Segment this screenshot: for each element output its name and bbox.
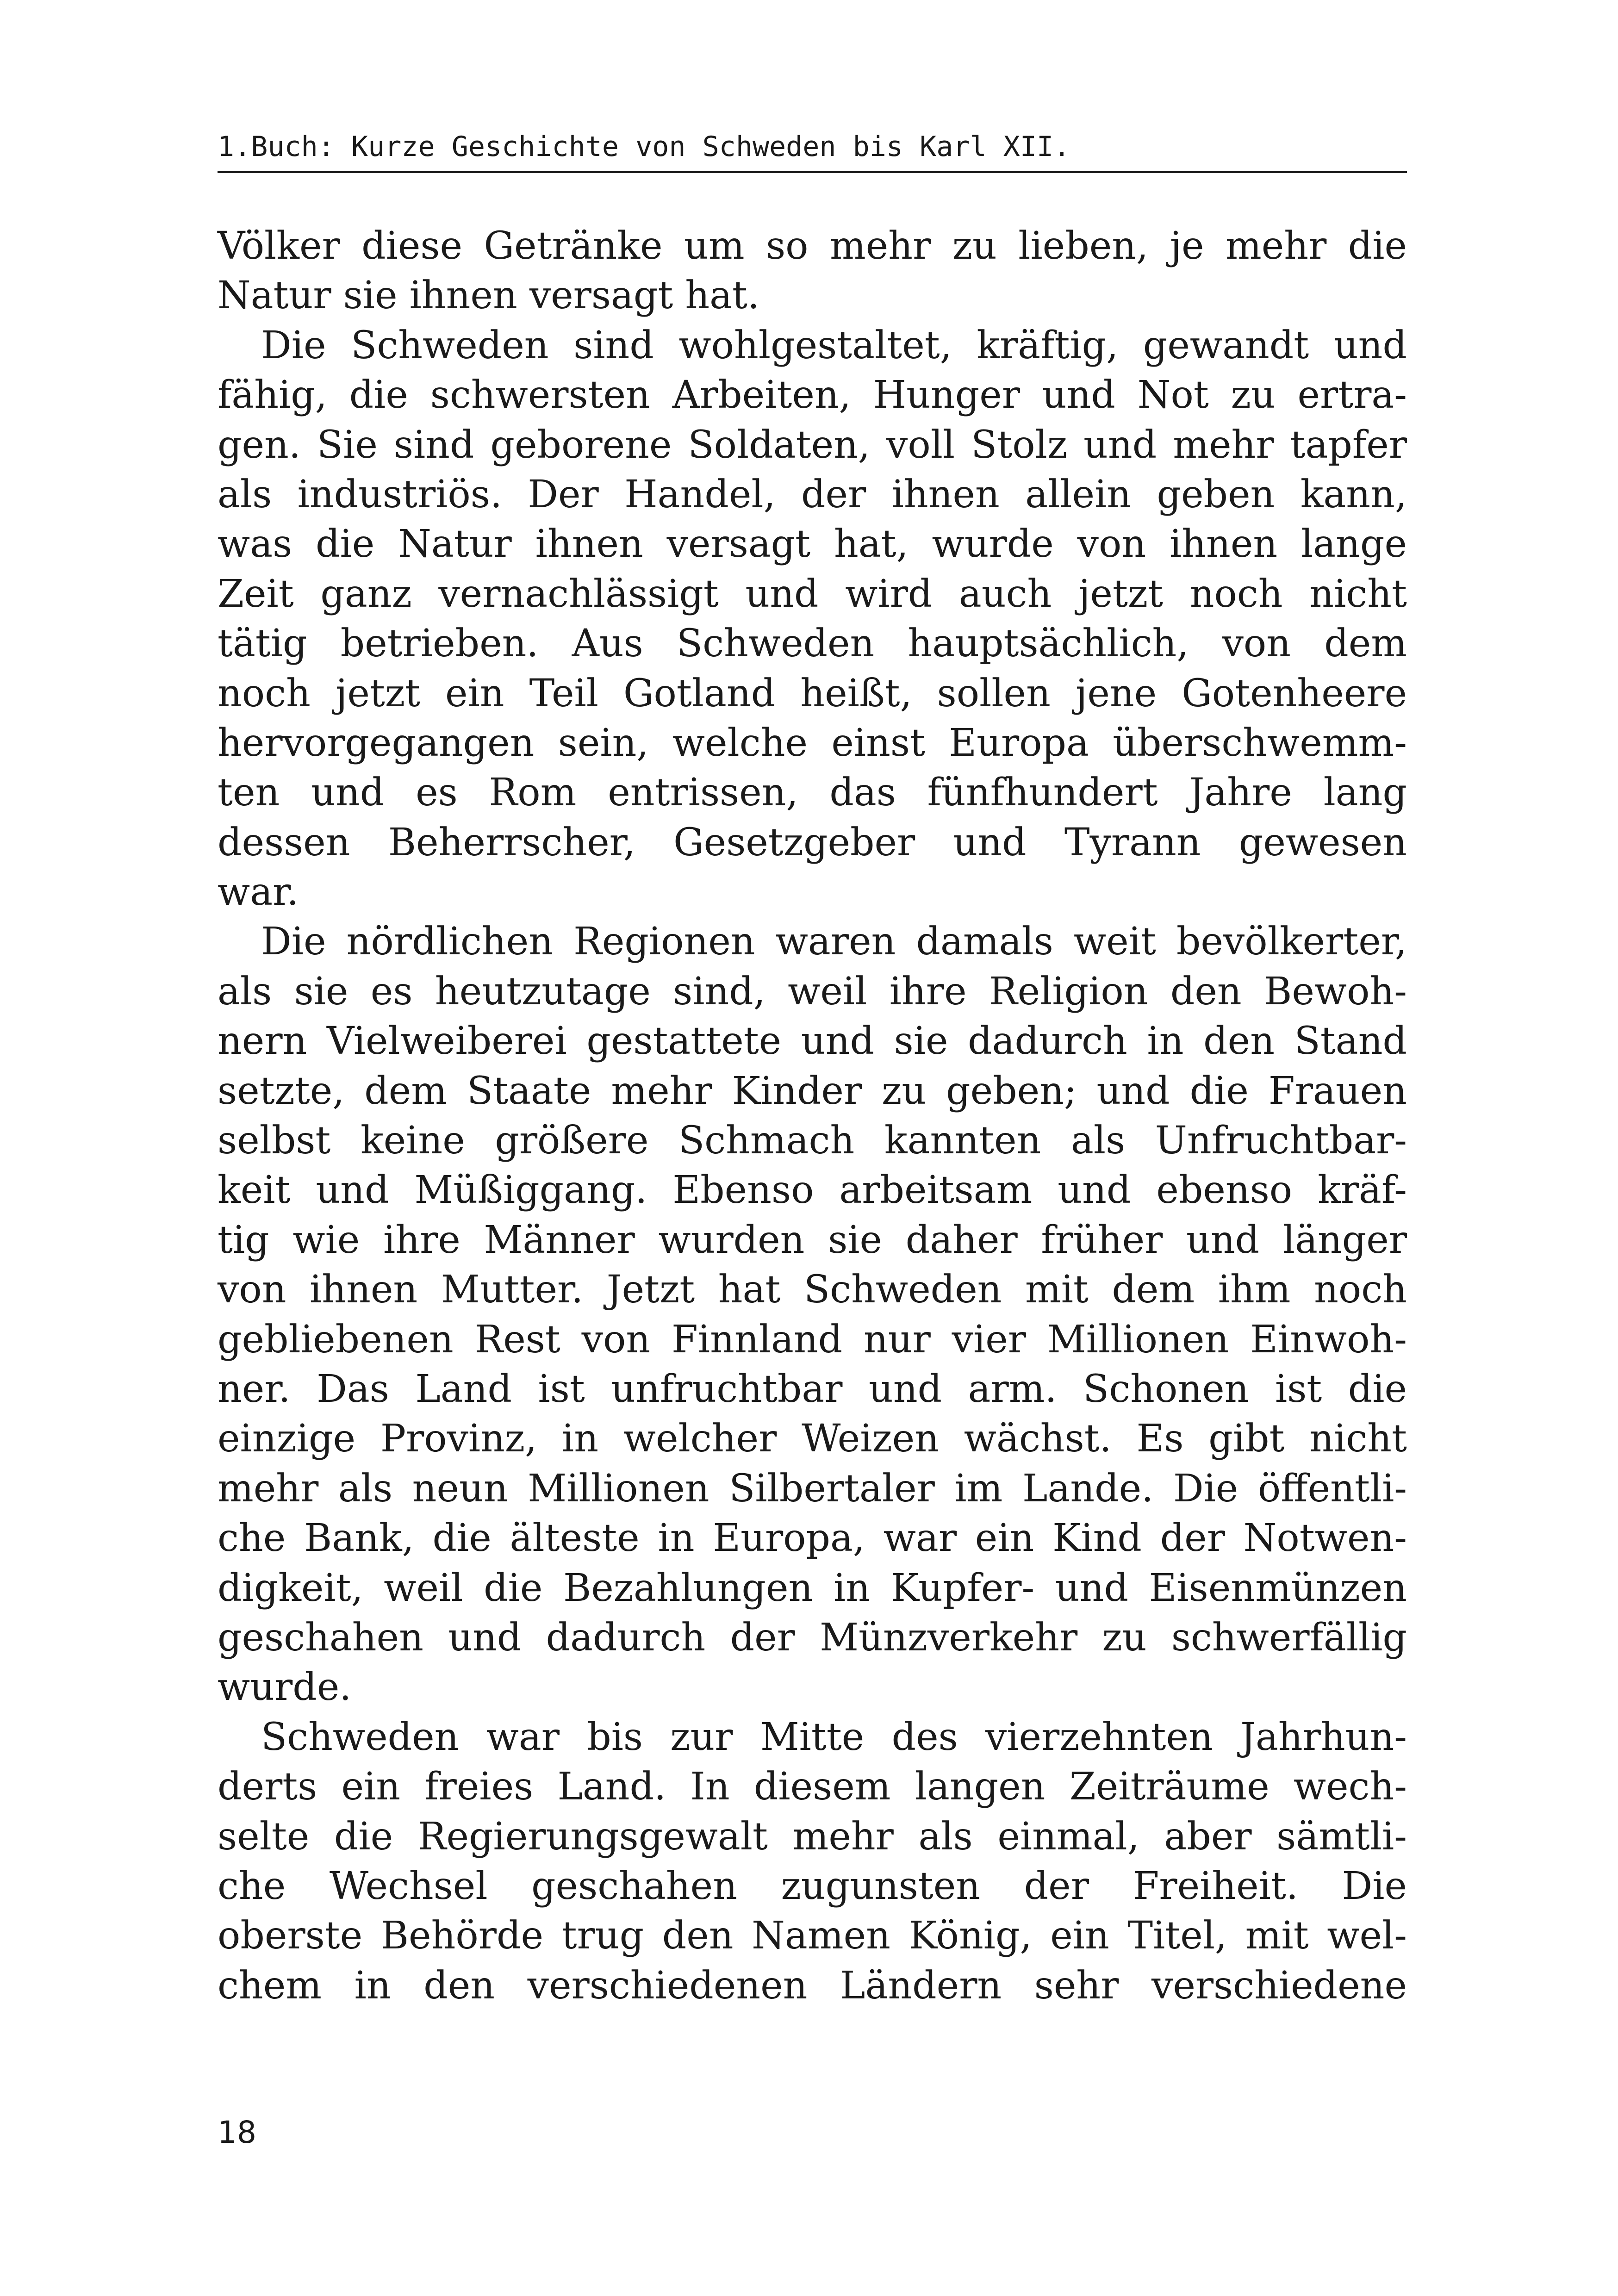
text-line: von ihnen Mutter. Jetzt hat Schweden mit dem ihm noch (218, 1268, 1407, 1312)
text-line: war. (218, 870, 299, 915)
text-line: was die Natur ihnen versagt hat, wurde von ihnen lange (218, 522, 1407, 566)
text-line: ner. Das Land ist unfruchtbar und arm. Schonen ist die (218, 1367, 1407, 1411)
text-line: gebliebenen Rest von Finnland nur vier Millionen Einwoh- (218, 1317, 1407, 1362)
text-line: setzte, dem Staate mehr Kinder zu geben; und die Frauen (218, 1069, 1407, 1113)
text-line: derts ein freies Land. In diesem langen Zeiträume wech- (218, 1765, 1407, 1809)
text-line: tig wie ihre Männer wurden sie daher früher und länger (218, 1218, 1407, 1262)
text-line: Schweden war bis zur Mitte des vierzehnten Jahrhun- (261, 1715, 1407, 1759)
text-line: ten und es Rom entrissen, das fünfhundert Jahre lang (218, 771, 1407, 815)
text-line: selte die Regierungsgewalt mehr als einmal, aber sämtli- (218, 1814, 1407, 1859)
text-line: als industriös. Der Handel, der ihnen allein geben kann, (218, 472, 1407, 516)
text-line: geschahen und dadurch der Münzverkehr zu schwerfällig (218, 1615, 1407, 1660)
text-line: oberste Behörde trug den Namen König, ein Titel, mit wel- (218, 1914, 1407, 1958)
text-line: als sie es heutzutage sind, weil ihre Religion den Bewoh- (218, 969, 1407, 1014)
text-line: Die Schweden sind wohlgestaltet, kräftig, gewandt und (261, 323, 1407, 367)
text-line: selbst keine größere Schmach kannten als Unfruchtbar- (218, 1119, 1407, 1163)
text-line: Die nördlichen Regionen waren damals weit bevölkerter, (261, 920, 1407, 964)
body-text (218, 221, 1407, 2010)
header-rule (218, 171, 1407, 173)
text-line: che Wechsel geschahen zugunsten der Freiheit. Die (218, 1864, 1407, 1908)
text-line: tätig betrieben. Aus Schweden hauptsächlich, von dem (218, 622, 1407, 666)
text-line: Natur sie ihnen versagt hat. (218, 274, 760, 318)
page-number: 18 (218, 2115, 256, 2150)
text-line: chem in den verschiedenen Ländern sehr verschiedene (218, 1963, 1407, 2008)
text-line: Zeit ganz vernachlässigt und wird auch jetzt noch nicht (218, 572, 1407, 616)
text-line: keit und Müßiggang. Ebenso arbeitsam und ebenso kräf- (218, 1168, 1407, 1213)
running-head: 1.Buch: Kurze Geschichte von Schweden bis Karl XII. (218, 131, 1070, 163)
text-line: wurde. (218, 1665, 352, 1710)
text-line: noch jetzt ein Teil Gotland heißt, sollen jene Gotenheere (218, 671, 1407, 716)
text-line: fähig, die schwersten Arbeiten, Hunger und Not zu ertra- (218, 373, 1407, 417)
text-line: gen. Sie sind geborene Soldaten, voll Stolz und mehr tapfer (218, 423, 1407, 467)
text-line: nern Vielweiberei gestattete und sie dadurch in den Stand (218, 1019, 1407, 1064)
text-line: mehr als neun Millionen Silbertaler im Lande. Die öffentli- (218, 1466, 1407, 1511)
text-line: hervorgegangen sein, welche einst Europa überschwemm- (218, 721, 1407, 765)
text-line: Völker diese Getränke um so mehr zu lieben, je mehr die (218, 224, 1407, 268)
text-line: digkeit, weil die Bezahlungen in Kupfer- und Eisenmünzen (218, 1566, 1407, 1610)
text-line: dessen Beherrscher, Gesetzgeber und Tyrann gewesen (218, 820, 1407, 865)
text-line: einzige Provinz, in welcher Weizen wächst. Es gibt nicht (218, 1417, 1407, 1461)
text-line: che Bank, die älteste in Europa, war ein Kind der Notwen- (218, 1516, 1407, 1561)
